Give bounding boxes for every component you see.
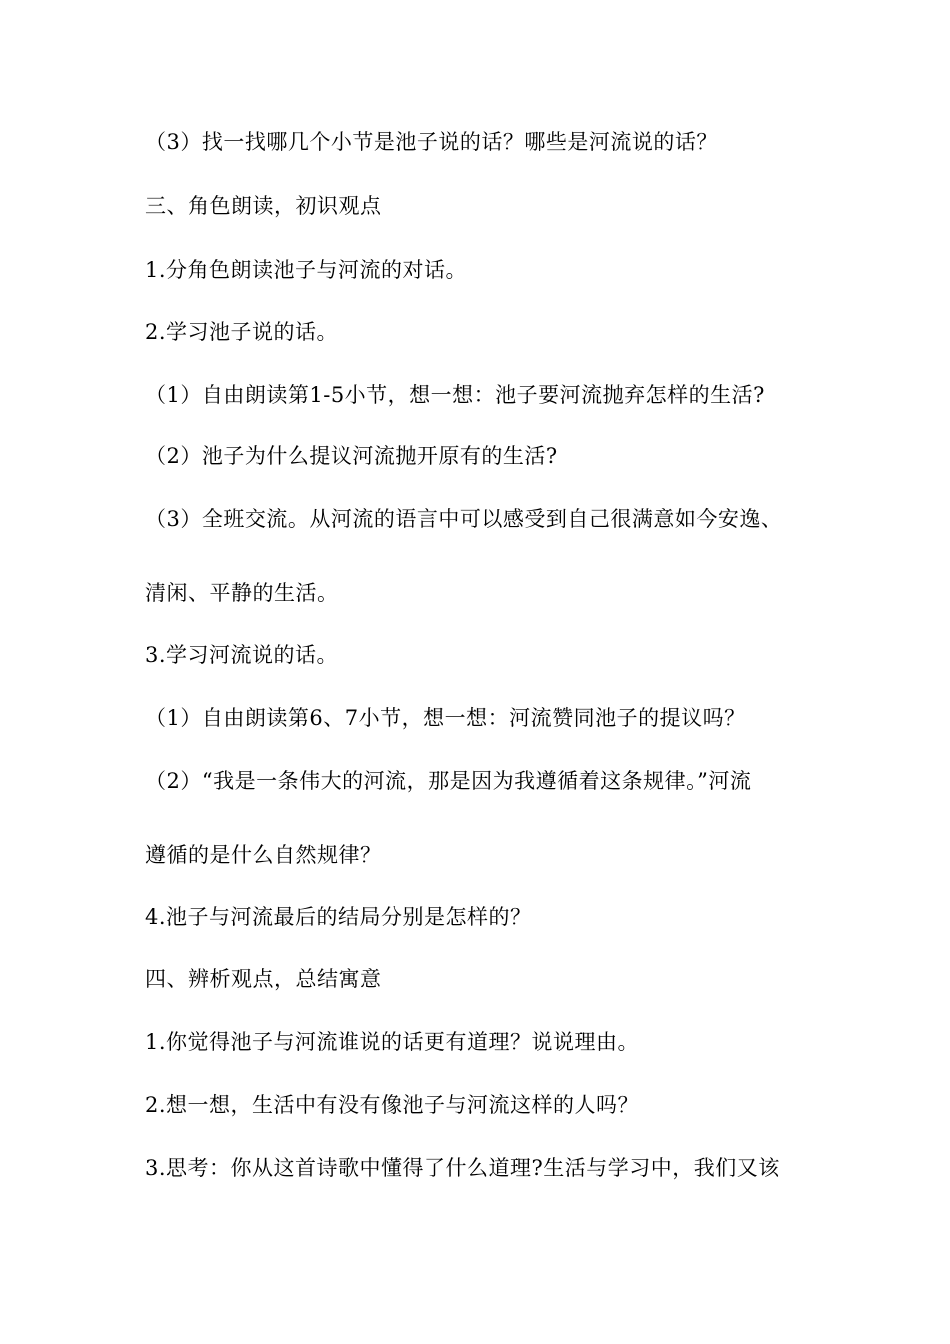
text-line-q3-find-sections: （3）找一找哪几个小节是池子说的话？哪些是河流说的话？ xyxy=(145,130,718,154)
text-line-river-q2-cont: 遵循的是什么自然规律？ xyxy=(145,843,382,867)
text-line-pond-q3-cont: 清闲、平静的生活。 xyxy=(145,581,339,605)
text-line-3-river-words: 3.学习河流说的话。 xyxy=(145,643,339,667)
text-line-s4-q2: 2.想一想，生活中有没有像池子与河流这样的人吗？ xyxy=(145,1093,640,1117)
section-heading-3: 三、角色朗读，初识观点 xyxy=(145,194,382,218)
text-line-pond-q1: （1）自由朗读第1-5小节，想一想：池子要河流抛弃怎样的生活? xyxy=(145,383,765,407)
text-line-s4-q1: 1.你觉得池子与河流谁说的话更有道理？说说理由。 xyxy=(145,1030,640,1054)
text-line-pond-q2: （2）池子为什么提议河流抛开原有的生活? xyxy=(145,444,558,468)
text-line-river-q2: （2）“我是一条伟大的河流，那是因为我遵循着这条规律。”河流 xyxy=(145,769,752,793)
section-heading-4: 四、辨析观点，总结寓意 xyxy=(145,967,382,991)
text-line-4-outcome: 4.池子与河流最后的结局分别是怎样的？ xyxy=(145,905,532,929)
text-line-pond-q3: （3）全班交流。从河流的语言中可以感受到自己很满意如今安逸、 xyxy=(145,507,783,531)
text-line-2-pond-words: 2.学习池子说的话。 xyxy=(145,320,339,344)
text-line-1-role-reading: 1.分角色朗读池子与河流的对话。 xyxy=(145,258,468,282)
text-line-s4-q3: 3.思考：你从这首诗歌中懂得了什么道理?生活与学习中，我们又该 xyxy=(145,1156,780,1180)
text-line-river-q1: （1）自由朗读第6、7小节，想一想：河流赞同池子的提议吗？ xyxy=(145,706,746,730)
